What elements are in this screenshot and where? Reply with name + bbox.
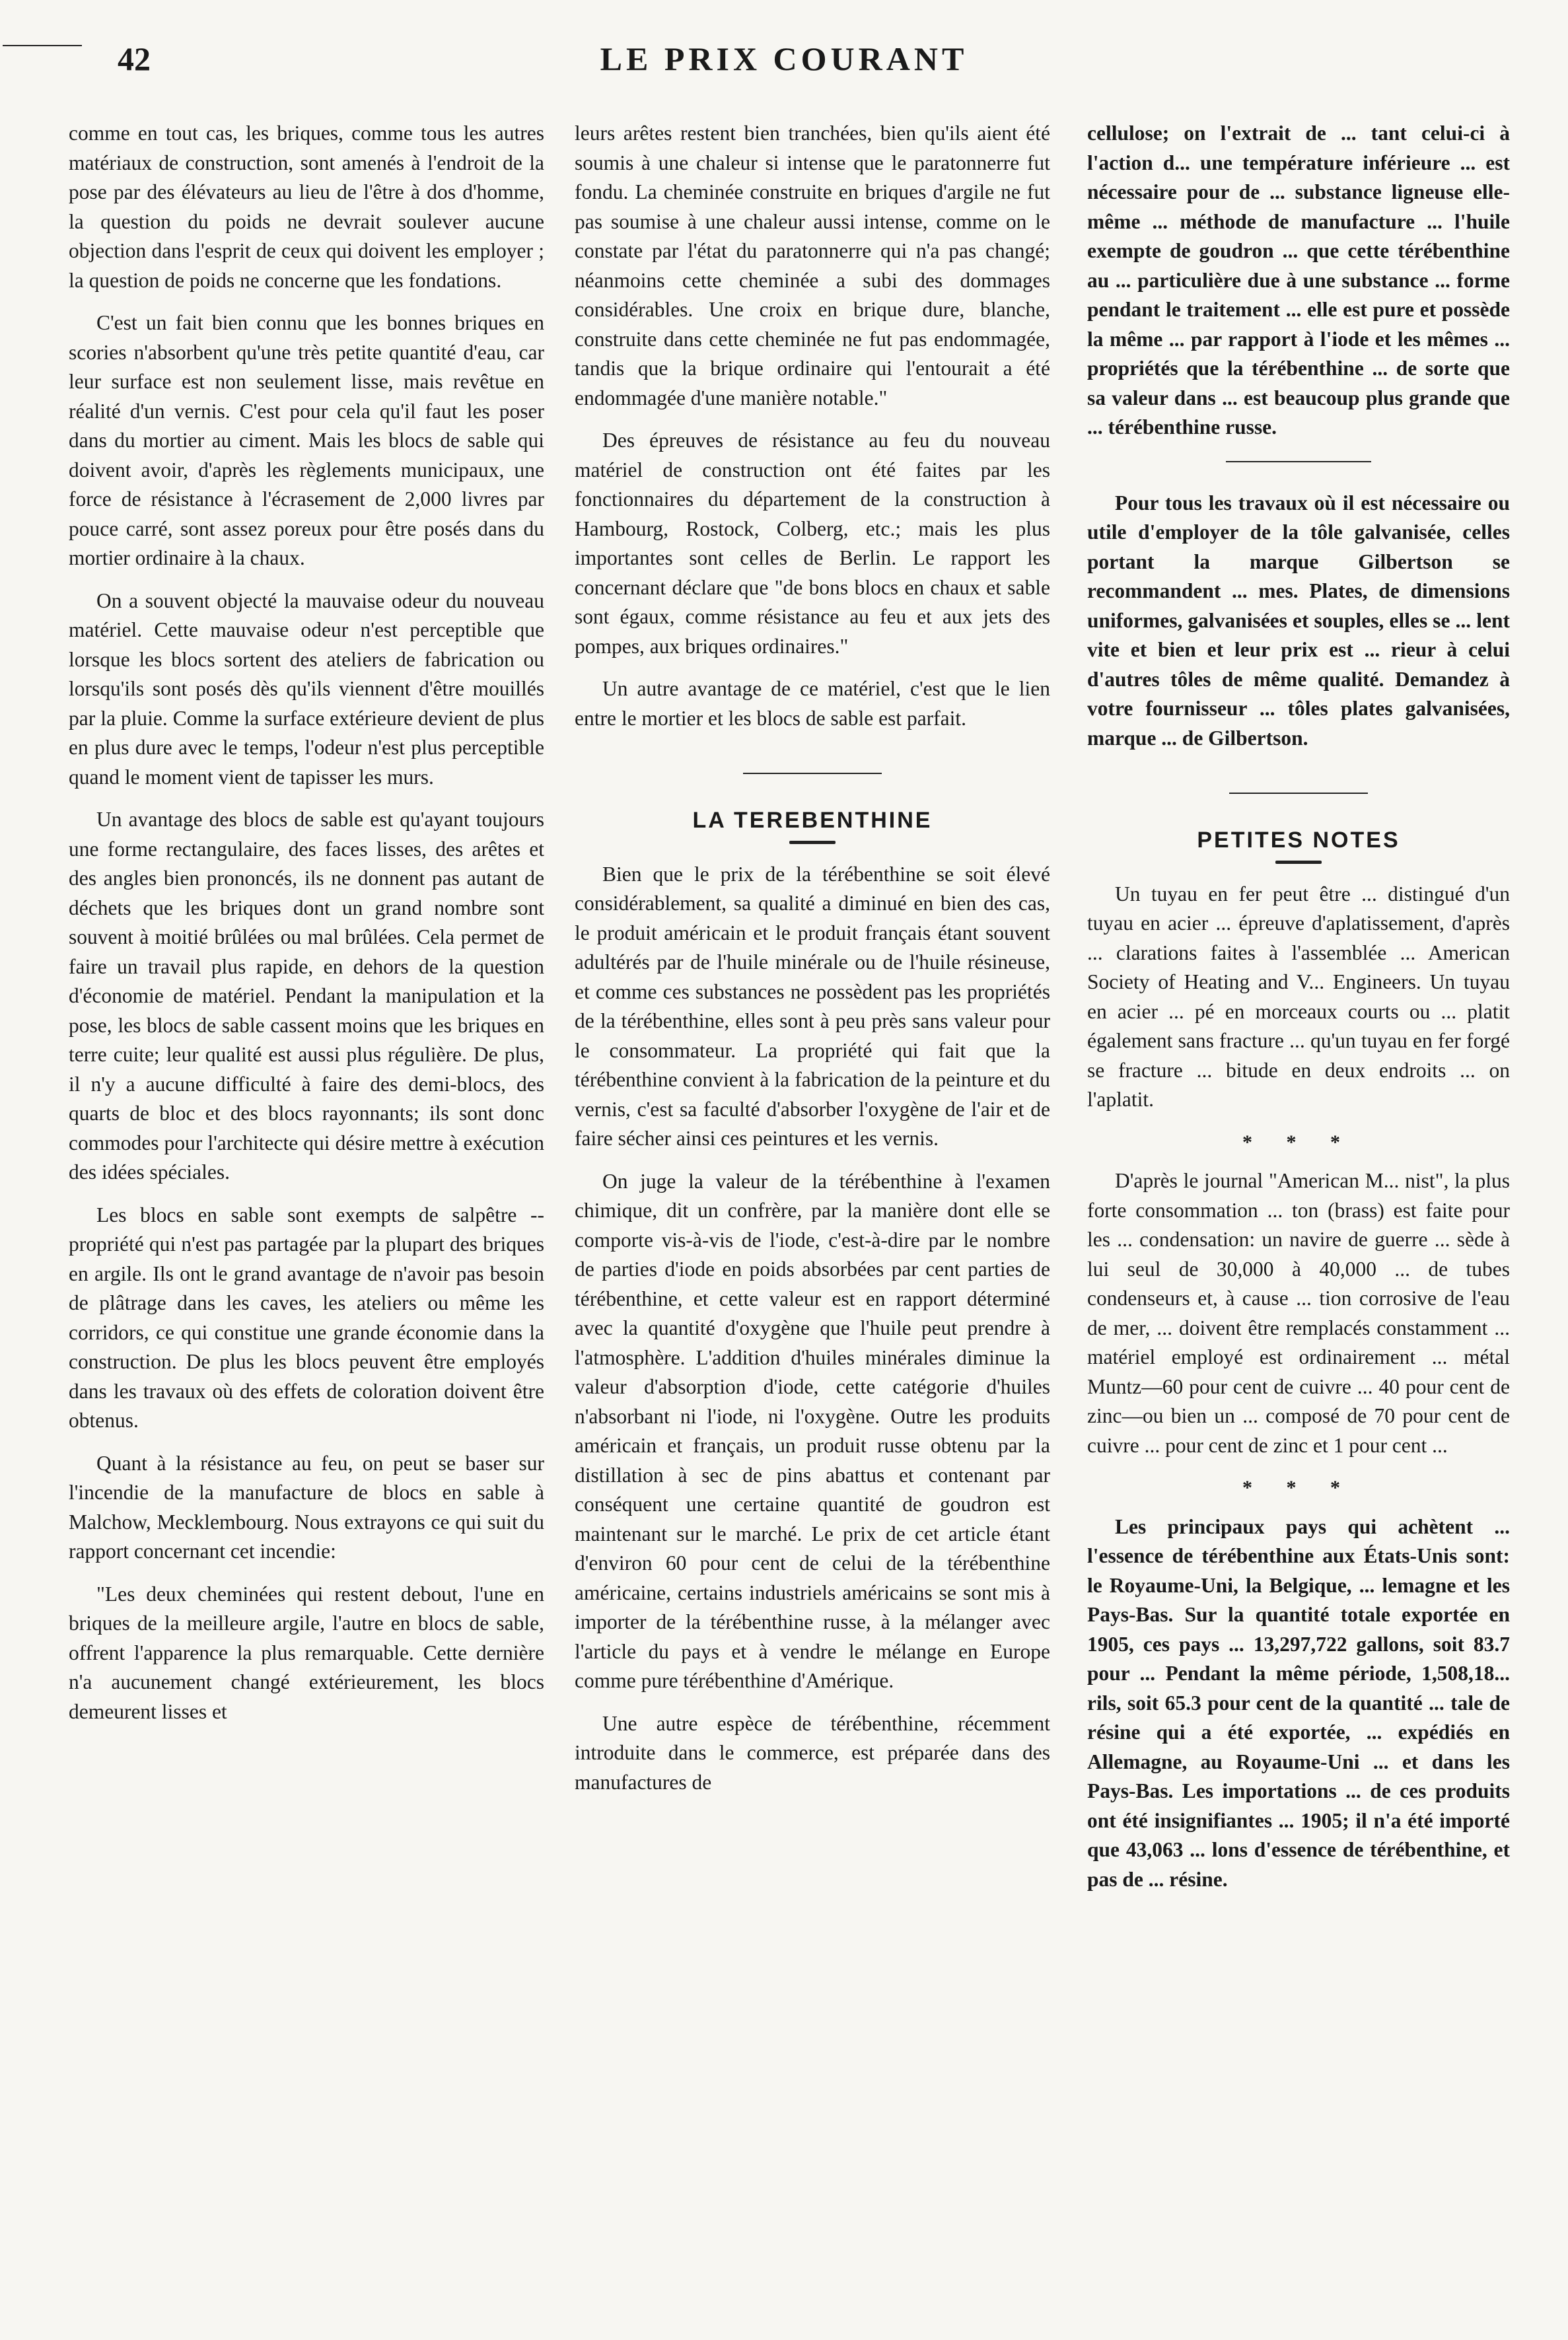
section-title-petites-notes: PETITES NOTES (1197, 828, 1400, 853)
column-3 (1087, 119, 1510, 1907)
divider (1226, 461, 1371, 462)
divider (1275, 861, 1322, 864)
stars-separator: * * * (1242, 1477, 1355, 1499)
paragraph: "Les deux cheminées qui restent debout, l'une en briques de la meilleure argile, l'autre en blocs de sable, offrent l'apparence la plus remarquable. Cette dernière n'a aucunement changé extérieurement, les blocs demeurent lisses et (69, 1582, 544, 1723)
stars-separator: * * * (1242, 1131, 1355, 1153)
column-2 (575, 119, 1050, 1810)
section-title-terebenthine: LA TEREBENTHINE (692, 808, 933, 833)
paragraph: Une autre espèce de térébenthine, récemment introduite dans le commerce, est préparée dans des manufactures de (575, 1711, 1050, 1794)
paragraph: D'après le journal "American M... nist", la plus forte consommation ... ton (brass) est faite pour les ... condensation: un navire de guerre ... sède à lui seul de 30,000 à 40,000 ... de tubes condenseurs et, à cause ... tion corrosive de l'eau de mer, ... doivent être remplacés constamment ... matériel employé est ordinairement ... métal Muntz—60 pour cent de cuivre ... 40 pour cent de zinc—ou bien un ... composé de 70 pour cent de cuivre ... pour cent de zinc et 1 pour cent ... (1087, 1169, 1510, 1457)
paragraph: leurs arêtes restent bien tranchées, bien qu'ils aient été soumis à une chaleur si intense que le paratonnerre fut fondu. La cheminée construite en briques d'argile ne fut pas soumise à une chaleur aussi intense, comme on le constate par l'état du paratonnerre qui n'a pas changé; néanmoins cette cheminée a subi des dommages considérables. Une croix en brique dure, blanche, construite dans cette cheminée ne fut pas endommagée, tandis que la brique ordinaire qui l'entourait a été endommagée d'une manière notable." (575, 122, 1050, 409)
paragraph: Des épreuves de résistance au feu du nouveau matériel de construction ont été faites par les fonctionnaires du département de la construction à Hambourg, Rostock, Colberg, etc.; mais les plus importantes sont celles de Berlin. Le rapport les concernant déclare que "de bons blocs en chaux et sable sont égaux, comme résistance au feu et aux jets des pompes, aux briques ordinaires." (575, 429, 1050, 658)
paragraph: comme en tout cas, les briques, comme tous les autres matériaux de construction, sont amenés à l'endroit de la pose par des élévateurs au lieu de l'être à dos d'homme, la question du poids ne devrait soulever aucune objection dans l'esprit de ceux qui doivent les employer ; la question de poids ne concerne que les fondations. (69, 122, 544, 292)
paragraph: C'est un fait bien connu que les bonnes briques en scories n'absorbent qu'une très petite quantité d'eau, car leur surface est non seulement lisse, mais revêtue en réalité d'un vernis. C'est pour cela qu'il faut les poser dans du mortier au ciment. Mais les blocs de sable qui doivent avoir, d'après les règlements municipaux, une force de résistance à l'écrasement de 2,000 livres par pouce carré, sont assez poreux pour être posés dans du mortier ordinaire à la chaux. (69, 311, 544, 569)
paragraph: On a souvent objecté la mauvaise odeur du nouveau matériel. Cette mauvaise odeur n'est perceptible que lorsque les blocs sortent des ateliers de fabrication ou lorsqu'ils sont posés dès qu'ils viennent d'être mouillés par la pluie. Comme la surface extérieure devient de plus en plus dure avec le temps, l'odeur n'est plus perceptible quand le moment vient de tapisser les murs. (69, 588, 544, 789)
divider (1229, 793, 1368, 794)
divider (743, 773, 882, 774)
journal-title: LE PRIX COURANT (600, 40, 968, 77)
paragraph: Les principaux pays qui achètent ... l'essence de térébenthine aux États-Unis sont: le Royaume-Uni, la Belgique, ... lemagne et les Pays-Bas. Sur la quantité totale exportée en 1905, ces pays ... 13,297,722 gallons, soit 83.7 pour ... Pendant la même période, 1,508,18... rils, soit 65.3 pour cent de la quantité ... tale de résine qui a été exportée, ... expédiés en Allemagne, au Royaume-Uni ... et dans les Pays-Bas. Les importations ... de ces produits ont été insignifiantes ... 1905; il n'a été importé que 43,063 ... lons d'essence de térébenthine, et pas de ... résine. (1087, 1514, 1510, 1891)
paragraph: Un tuyau en fer peut être ... distingué d'un tuyau en acier ... épreuve d'aplatissement, d'après ... clarations faites à l'assemblée ... American Society of Heating and V... Engineers. Un tuyau en acier ... pé en morceaux courts ou ... platit également sans fracture ... qu'un tuyau en fer forgé se fracture ... bitude en deux endroits ... on l'aplatit. (1087, 882, 1510, 1111)
paragraph: On juge la valeur de la térébenthine à l'examen chimique, dit un confrère, par la manière dont elle se comporte vis-à-vis de l'iode, c'est-à-dire par le nombre de parties d'iode en poids absorbées par cent parties de térébenthine, et cette valeur est en rapport déterminé avec la quantité d'oxygène que l'huile peut prendre à l'atmosphère. L'addition d'huiles minérales diminue la valeur d'absorption d'iode, cette catégorie d'huiles n'absorbant ni l'iode, ni l'oxygène. Outre les produits américain et français, un produit russe obtenu par la distillation à sec de pins abattus et contenant par conséquent une certaine quantité de goudron est maintenant sur le marché. Le prix de cet article étant d'environ 60 pour cent de celui de la térébenthine américaine, certains industriels américains se sont mis à importer de la térébenthine russe, à la mélanger avec l'article du pays et à vendre le mélange en Europe comme pure térébenthine d'Amérique. (575, 1169, 1050, 1692)
divider (789, 841, 836, 844)
column-1 (69, 119, 544, 1740)
paragraph: Les blocs en sable sont exempts de salpêtre -- propriété qui n'est pas partagée par la plupart des briques en argile. Ils ont le grand avantage de n'avoir pas besoin de plâtrage dans les caves, les ateliers ou même les corridors, ce qui constitue une grande économie dans la construction. De plus les blocs peuvent être employés dans les travaux où des effets de coloration doivent être obtenus. (69, 1203, 544, 1432)
paragraph: Quant à la résistance au feu, on peut se baser sur l'incendie de la manufacture de blocs en sable à Malchow, Mecklembourg. Nous extrayons ce qui suit du rapport concernant cet incendie: (69, 1451, 544, 1563)
paragraph: cellulose; on l'extrait de ... tant celui-ci à l'action d... une température inférieure ... est nécessaire pour de ... substance ligneuse elle-même ... méthode de manufacture ... l'huile exempte de goudron ... que cette térébenthine au ... particulière due à une substance ... forme pendant le traitement ... elle est pure et possède la même ... par rapport à l'iode et les mêmes ... propriétés que la térébenthine ... de sorte que sa valeur dans ... est beaucoup plus grande que ... térébenthine russe. (1087, 122, 1510, 439)
paragraph: Bien que le prix de la térébenthine se soit élevé considérablement, sa qualité a diminué en bien des cas, le produit américain et le produit français étant souvent adultérés par de l'huile minérale ou de l'huile résineuse, et comme ces substances ne possèdent pas les propriétés de la térébenthine, elles sont à peu près sans valeur pour le consommateur. La propriété qui fait que la térébenthine convient à la fabrication de la peinture et du vernis, c'est sa faculté d'absorber l'oxygène de l'air et de faire sécher ainsi ces peintures et les vernis. (575, 862, 1050, 1150)
advertisement-paragraph: Pour tous les travaux où il est nécessaire ou utile d'employer de la tôle galvanisée, celles portant la marque Gilbertson se recommandent ... mes. Plates, de dimensions uniformes, galvanisées et souples, elles se ... lent vite et bien et leur prix est ... rieur à celui d'autres tôles de même qualité. Demandez à votre fournisseur ... tôles plates galvanisées, marque ... de Gilbertson. (1087, 491, 1510, 750)
page-number: 42 (118, 40, 151, 77)
paragraph: Un autre avantage de ce matériel, c'est que le lien entre le mortier et les blocs de sable est parfait. (575, 677, 1050, 730)
paragraph: Un avantage des blocs de sable est qu'ayant toujours une forme rectangulaire, des faces lisses, des arêtes et des angles bien prononcés, ils ne donnent pas autant de déchets que les briques dont un grand nombre sont souvent à moitié brûlées ou mal brûlées. Cela permet de faire un travail plus rapide, en dehors de la question d'économie de matériel. Pendant la manipulation et la pose, les blocs de sable cassent moins que les briques en terre cuite; leur qualité est aussi plus régulière. De plus, il n'y a aucune difficulté à faire des demi-blocs, des quarts de bloc et des blocs rayonnants; ils sont donc commodes pour l'architecte qui désire mettre à exécution des idées spéciales. (69, 808, 544, 1184)
